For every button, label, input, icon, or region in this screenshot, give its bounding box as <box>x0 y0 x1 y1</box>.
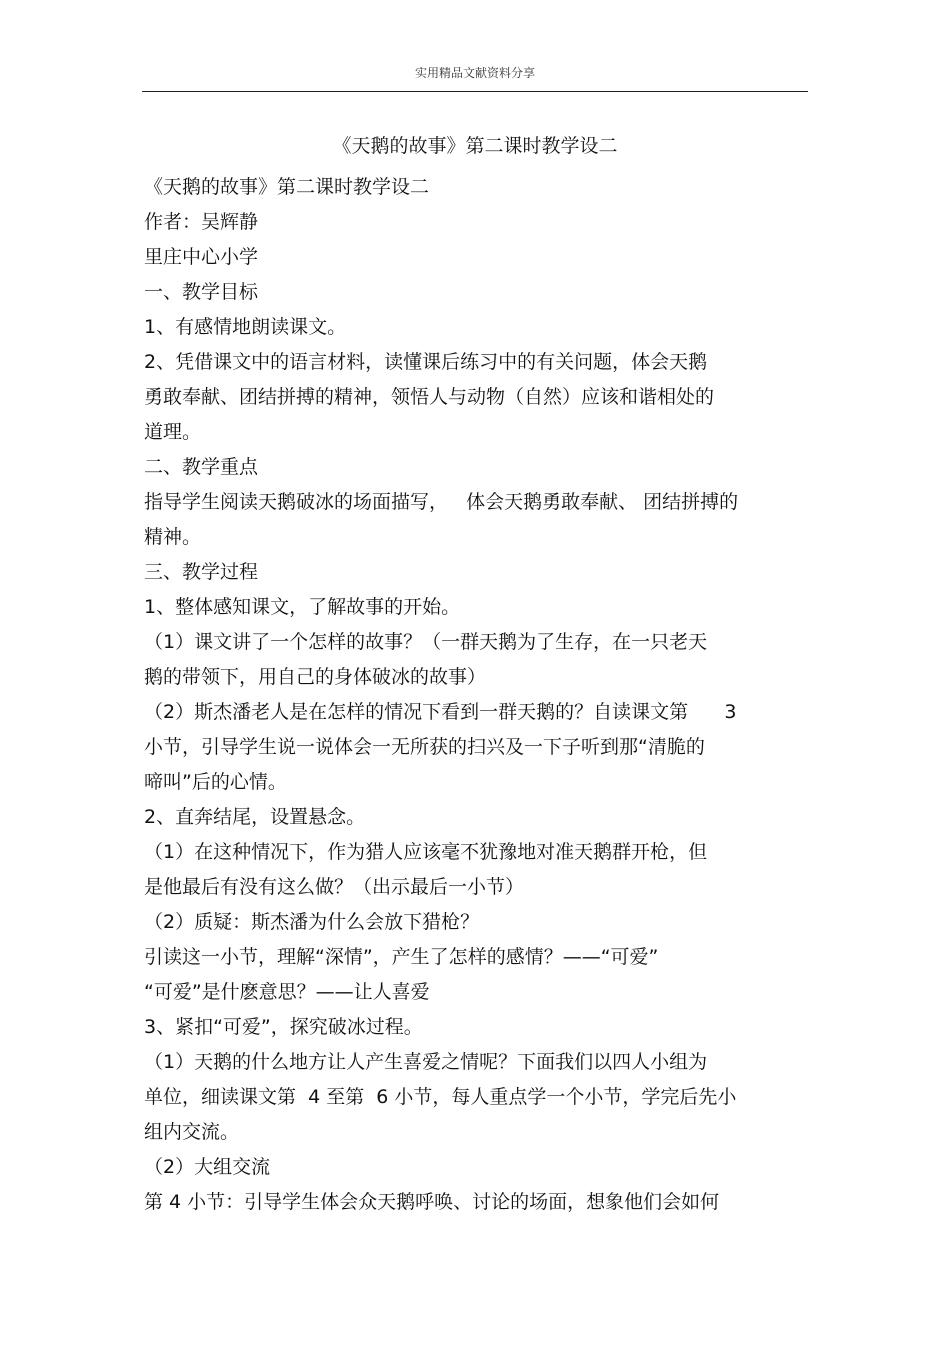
body-line: 勇敢奉献、团结拼搏的精神，领悟人与动物（自然）应该和谐相处的 <box>144 386 715 408</box>
body-line: 指导学生阅读天鹅破冰的场面描写， 体会天鹅勇敢奉献、 团结拼搏的 <box>144 491 739 513</box>
document-title: 《天鹅的故事》第二课时教学设二 <box>332 135 618 157</box>
body-line: 1、整体感知课文，了解故事的开始。 <box>144 596 461 618</box>
body-line: （1）天鹅的什么地方让人产生喜爱之情呢？下面我们以四人小组为 <box>144 1051 708 1073</box>
body-line: 道理。 <box>144 421 202 443</box>
header-rule <box>142 91 808 92</box>
body-line: 里庄中心小学 <box>144 246 259 268</box>
body-line: 2、直奔结尾，设置悬念。 <box>144 806 366 828</box>
document-body <box>144 170 810 1220</box>
body-line: 三、教学过程 <box>144 561 259 583</box>
body-line: 作者：吴辉静 <box>144 211 259 233</box>
page-header: 实用精品文献资料分享 <box>414 66 535 80</box>
body-line: 《天鹅的故事》第二课时教学设二 <box>144 176 430 198</box>
body-line: 鹅的带领下，用自己的身体破冰的故事） <box>144 666 487 688</box>
body-line: 组内交流。 <box>144 1121 240 1143</box>
body-line: 二、教学重点 <box>144 456 259 478</box>
body-line: 1、有感情地朗读课文。 <box>144 316 347 338</box>
body-line: （1）课文讲了一个怎样的故事？（一群天鹅为了生存，在一只老天 <box>144 631 708 653</box>
body-line: （2）斯杰潘老人是在怎样的情况下看到一群天鹅的？自读课文第 3 <box>144 701 737 723</box>
body-line: 3、紧扣“可爱”，探究破冰过程。 <box>144 1016 423 1038</box>
body-line: 精神。 <box>144 526 202 548</box>
body-line: 啼叫”后的心情。 <box>144 771 287 793</box>
body-line: “可爱”是什麽意思？——让人喜爱 <box>144 981 430 1003</box>
body-line: （1）在这种情况下，作为猎人应该毫不犹豫地对准天鹅群开枪，但 <box>144 841 708 863</box>
body-line: （2）大组交流 <box>144 1156 271 1178</box>
body-line: 第 4 小节：引导学生体会众天鹅呼唤、讨论的场面，想象他们会如何 <box>144 1191 720 1213</box>
body-line: 是他最后有没有这么做？（出示最后一小节） <box>144 876 525 898</box>
body-line: 单位，细读课文第 4 至第 6 小节，每人重点学一个小节，学完后先小 <box>144 1086 737 1108</box>
body-line: 小节，引导学生说一说体会一无所获的扫兴及一下子听到那“清脆的 <box>144 736 705 758</box>
body-line: 一、教学目标 <box>144 281 259 303</box>
body-line: 引读这一小节，理解“深情”，产生了怎样的感情？——“可爱” <box>144 946 659 968</box>
body-line: （2）质疑：斯杰潘为什么会放下猎枪？ <box>144 911 480 933</box>
body-line: 2、凭借课文中的语言材料，读懂课后练习中的有关问题，体会天鹅 <box>144 351 708 373</box>
